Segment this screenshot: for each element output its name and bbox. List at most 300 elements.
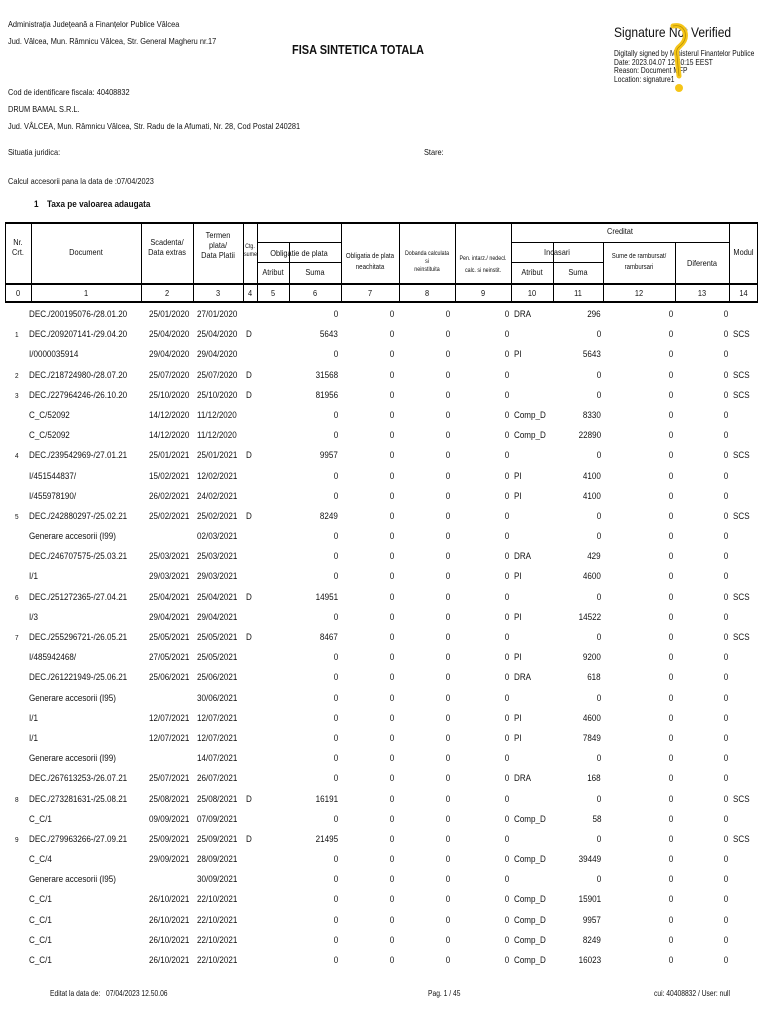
row-due-date: 29/04/2020 [149,348,190,360]
row-unpaid: 0 [389,731,394,743]
row-unpaid: 0 [389,772,394,784]
row-refund: 0 [668,711,673,723]
row-collected-amount: 39449 [578,853,601,865]
row-obligation-amount: 0 [333,348,338,360]
row-obligation-amount: 0 [333,893,338,905]
table-row [5,912,758,932]
row-collected-amount: 4100 [583,489,601,501]
row-credit-attribute: PI [514,651,522,663]
row-obligation-amount: 21495 [315,832,338,844]
row-collected-amount: 9957 [583,913,601,925]
row-penalties: 0 [504,853,509,865]
row-due-date: 29/09/2021 [149,853,190,865]
signature-seal-icon [668,22,690,98]
row-payment-date: 30/09/2021 [197,873,238,885]
row-payment-date: 29/04/2021 [197,610,238,622]
row-document: C_C/1 [29,933,52,945]
row-collected-amount: 0 [596,792,601,804]
institution-address: Jud. Vâlcea, Mun. Râmnicu Vâlcea, Str. General Magheru nr.17 [8,36,217,46]
row-unpaid: 0 [389,489,394,501]
row-interest: 0 [445,933,450,945]
col-incasari-header: Incasari [544,247,570,257]
row-penalties: 0 [504,388,509,400]
row-unpaid: 0 [389,893,394,905]
row-unpaid: 0 [389,429,394,441]
row-number: 7 [15,633,19,642]
row-unpaid: 0 [389,348,394,360]
state-label: Stare: [424,147,444,157]
col-obligatie-header: Obligatie de plata [270,248,328,258]
row-payment-date: 22/10/2021 [197,893,238,905]
row-unpaid: 0 [389,408,394,420]
row-collected-amount: 4600 [583,711,601,723]
row-due-date: 26/10/2021 [149,954,190,965]
taxpayer-address: Jud. VÂLCEA, Mun. Râmnicu Vâlcea, Str. Radu de la Afumati, Nr. 28, Cod Postal 240281 [8,121,301,131]
table-row [5,871,758,891]
row-collected-amount: 429 [587,550,601,562]
row-credit-attribute: Comp_D [514,954,546,965]
row-document: DEC./227964246-/26.10.20 [29,388,128,400]
row-difference: 0 [723,348,728,360]
row-difference: 0 [723,469,728,481]
row-module: SCS [733,832,750,844]
legal-situation-label: Situatia juridica: [8,147,61,157]
row-interest: 0 [445,388,450,400]
row-obligation-amount: 14951 [315,590,338,602]
row-refund: 0 [668,792,673,804]
row-obligation-amount: 0 [333,671,338,683]
row-collected-amount: 296 [587,308,601,319]
row-unpaid: 0 [389,530,394,542]
table-row [5,811,758,831]
row-collected-amount: 8330 [583,408,601,420]
row-obligation-amount: 0 [333,954,338,965]
row-collected-amount: 4600 [583,570,601,582]
table-row [5,770,758,790]
row-difference: 0 [723,610,728,622]
row-payment-date: 14/07/2021 [197,752,238,764]
row-obligation-amount: 0 [333,691,338,703]
row-unpaid: 0 [389,933,394,945]
row-document: I/455978190/ [29,489,77,501]
row-module: SCS [733,368,750,380]
row-collected-amount: 8249 [583,933,601,945]
table-body [5,306,758,972]
table-row [5,690,758,710]
row-obligation-amount: 0 [333,853,338,865]
row-collected-amount: 0 [596,449,601,461]
row-due-date: 26/02/2021 [149,489,190,501]
row-difference: 0 [723,731,728,743]
table-row [5,488,758,508]
row-obligation-amount: 0 [333,469,338,481]
row-collected-amount: 15901 [578,893,601,905]
row-unpaid: 0 [389,590,394,602]
col-termen-header: Termen plata/ Data Platii [201,230,235,260]
row-refund: 0 [668,812,673,824]
row-due-date: 25/04/2021 [149,590,190,602]
row-penalties: 0 [504,308,509,319]
row-interest: 0 [445,711,450,723]
row-interest: 0 [445,631,450,642]
row-due-date: 29/03/2021 [149,570,190,582]
row-refund: 0 [668,631,673,642]
table-row [5,750,758,770]
row-module: SCS [733,388,750,400]
col-number: 0 [15,288,21,298]
row-payment-date: 25/04/2021 [197,590,238,602]
row-number: 5 [15,511,19,521]
row-payment-date: 22/10/2021 [197,954,238,965]
row-number: 1 [15,330,19,340]
row-penalties: 0 [504,631,509,642]
col-number: 6 [312,288,318,298]
row-penalties: 0 [504,772,509,784]
col-number: 14 [739,288,748,298]
row-penalties: 0 [504,812,509,824]
row-due-date: 25/02/2021 [149,509,190,521]
row-obligation-amount: 0 [333,933,338,945]
row-refund: 0 [668,772,673,784]
row-due-date: 27/05/2021 [149,651,190,663]
row-number: 2 [15,370,19,380]
row-document: I/485942468/ [29,651,77,663]
row-credit-attribute: DRA [514,772,532,784]
row-unpaid: 0 [389,368,394,380]
row-collected-amount: 0 [596,368,601,380]
row-document: C_C/52092 [29,408,70,420]
row-payment-date: 28/09/2021 [197,853,238,865]
row-interest: 0 [445,752,450,764]
row-document: I/451544837/ [29,469,77,481]
row-interest: 0 [445,590,450,602]
row-payment-date: 25/02/2021 [197,509,238,521]
row-unpaid: 0 [389,610,394,622]
row-category: D [246,509,252,521]
row-unpaid: 0 [389,308,394,319]
row-number: 9 [15,834,19,844]
row-unpaid: 0 [389,388,394,400]
row-unpaid: 0 [389,631,394,642]
row-category: D [246,631,252,642]
row-credit-attribute: PI [514,731,522,743]
row-unpaid: 0 [389,832,394,844]
row-refund: 0 [668,308,673,319]
col-number: 5 [270,288,276,298]
row-credit-attribute: Comp_D [514,893,546,905]
table-row [5,468,758,488]
row-document: I/1 [29,731,38,743]
row-penalties: 0 [504,873,509,885]
table-row [5,508,758,528]
row-module: SCS [733,509,750,521]
row-difference: 0 [723,691,728,703]
row-difference: 0 [723,913,728,925]
row-unpaid: 0 [389,752,394,764]
col-number: 8 [424,288,430,298]
row-credit-attribute: PI [514,610,522,622]
row-interest: 0 [445,449,450,461]
row-collected-amount: 0 [596,388,601,400]
row-category: D [246,388,252,400]
row-unpaid: 0 [389,913,394,925]
accessories-date: Calcul accesorii pana la data de :07/04/2023 [8,176,154,186]
row-obligation-amount: 0 [333,711,338,723]
col-number: 1 [83,288,89,298]
table-row [5,710,758,730]
row-due-date: 26/10/2021 [149,913,190,925]
row-penalties: 0 [504,671,509,683]
row-unpaid: 0 [389,812,394,824]
col-atribut2-header: Atribut [521,267,543,277]
row-interest: 0 [445,328,450,340]
row-refund: 0 [668,691,673,703]
row-difference: 0 [723,631,728,642]
row-obligation-amount: 0 [333,651,338,663]
col-number: 7 [367,288,373,298]
row-document: I/3 [29,610,38,622]
table-row [5,609,758,629]
row-refund: 0 [668,408,673,420]
row-penalties: 0 [504,832,509,844]
row-difference: 0 [723,873,728,885]
row-due-date: 25/09/2021 [149,832,190,844]
row-document: C_C/1 [29,913,52,925]
table-row [5,326,758,346]
row-credit-attribute: DRA [514,671,532,683]
row-collected-amount: 0 [596,328,601,340]
row-obligation-amount: 8467 [320,631,338,642]
table-row [5,730,758,750]
row-refund: 0 [668,449,673,461]
row-category: D [246,792,252,804]
row-unpaid: 0 [389,691,394,703]
row-penalties: 0 [504,348,509,360]
row-obligation-amount: 0 [333,489,338,501]
row-refund: 0 [668,348,673,360]
footer-edited-value: 07/04/2023 12.50.06 [106,989,168,998]
row-category: D [246,449,252,461]
row-due-date: 25/07/2020 [149,368,190,380]
row-module: SCS [733,449,750,461]
row-document: C_C/1 [29,893,52,905]
row-obligation-amount: 8249 [320,509,338,521]
table-row [5,447,758,467]
section-number: 1 [34,199,39,210]
row-collected-amount: 0 [596,631,601,642]
row-document: DEC./273281631-/25.08.21 [29,792,128,804]
row-document: DEC./246707575-/25.03.21 [29,550,128,562]
row-interest: 0 [445,368,450,380]
row-document: DEC./261221949-/25.06.21 [29,671,128,683]
row-obligation-amount: 0 [333,570,338,582]
row-difference: 0 [723,893,728,905]
row-document: Generare accesorii (I99) [29,530,116,542]
row-penalties: 0 [504,489,509,501]
row-document: DEC./209207141-/29.04.20 [29,328,128,340]
row-penalties: 0 [504,590,509,602]
row-payment-date: 29/03/2021 [197,570,238,582]
col-number: 11 [574,288,582,298]
row-credit-attribute: PI [514,711,522,723]
row-category: D [246,368,252,380]
page-title: FISA SINTETICA TOTALA [292,43,424,57]
col-modul-header: Modul [733,247,754,257]
signature-status: Signature Not Verified [614,24,732,40]
row-interest: 0 [445,469,450,481]
row-collected-amount: 58 [592,812,601,824]
row-document: Generare accesorii (I95) [29,691,116,703]
table-row [5,851,758,871]
row-unpaid: 0 [389,449,394,461]
row-interest: 0 [445,489,450,501]
row-payment-date: 25/06/2021 [197,671,238,683]
col-suma2-header: Suma [568,267,588,277]
row-penalties: 0 [504,328,509,340]
row-interest: 0 [445,873,450,885]
row-number: 8 [15,794,19,804]
row-penalties: 0 [504,913,509,925]
row-difference: 0 [723,671,728,683]
table-row [5,367,758,387]
row-document: I/1 [29,570,38,582]
col-number: 13 [697,288,707,298]
row-unpaid: 0 [389,550,394,562]
table-row [5,669,758,689]
row-credit-attribute: PI [514,469,522,481]
row-payment-date: 25/10/2020 [197,388,238,400]
row-interest: 0 [445,610,450,622]
row-collected-amount: 0 [596,752,601,764]
table-header [5,222,758,302]
row-obligation-amount: 0 [333,772,338,784]
row-refund: 0 [668,429,673,441]
row-collected-amount: 9200 [583,651,601,663]
col-neachitata-header: Obligatia de plata neachitata [345,251,395,271]
row-obligation-amount: 0 [333,752,338,764]
row-difference: 0 [723,772,728,784]
col-scadenta-header: Scadenta/ Data extras [148,237,186,257]
row-module: SCS [733,792,750,804]
table-row [5,629,758,649]
row-difference: 0 [723,388,728,400]
row-difference: 0 [723,812,728,824]
row-due-date: 25/03/2021 [149,550,190,562]
row-document: DEC./251272365-/27.04.21 [29,590,128,602]
row-payment-date: 12/07/2021 [197,711,238,723]
signature-line: Digitally signed by Ministerul Finantelor Publice [614,49,755,58]
row-payment-date: 12/02/2021 [197,469,238,481]
signature-line: Reason: Document MFP [614,66,688,76]
col-suma-header: Suma [305,267,325,277]
row-interest: 0 [445,913,450,925]
row-obligation-amount: 0 [333,550,338,562]
row-refund: 0 [668,368,673,380]
row-penalties: 0 [504,449,509,461]
row-credit-attribute: Comp_D [514,812,546,824]
table-row [5,548,758,568]
row-module: SCS [733,328,750,340]
row-collected-amount: 4100 [583,469,601,481]
row-penalties: 0 [504,509,509,521]
row-refund: 0 [668,530,673,542]
col-number: 10 [527,288,537,298]
row-difference: 0 [723,792,728,804]
row-document: DEC./200195076-/28.01.20 [29,308,128,319]
row-refund: 0 [668,671,673,683]
row-obligation-amount: 0 [333,812,338,824]
row-document: DEC./239542969-/27.01.21 [29,449,128,461]
row-penalties: 0 [504,530,509,542]
row-category: D [246,328,252,340]
row-payment-date: 25/07/2020 [197,368,238,380]
row-payment-date: 22/10/2021 [197,913,238,925]
row-document: C_C/1 [29,812,52,824]
fiscal-code: Cod de identificare fiscala: 40408832 [8,87,130,97]
col-number: 2 [164,288,170,298]
row-refund: 0 [668,873,673,885]
row-payment-date: 02/03/2021 [197,530,238,542]
row-due-date: 25/08/2021 [149,792,190,804]
table-row [5,528,758,548]
row-interest: 0 [445,832,450,844]
row-unpaid: 0 [389,570,394,582]
row-credit-attribute: DRA [514,308,532,319]
row-collected-amount: 0 [596,873,601,885]
row-payment-date: 25/05/2021 [197,631,238,642]
row-difference: 0 [723,530,728,542]
row-refund: 0 [668,752,673,764]
row-document: I/0000035914 [29,348,79,360]
row-document: I/1 [29,711,38,723]
row-payment-date: 07/09/2021 [197,812,238,824]
row-unpaid: 0 [389,792,394,804]
row-obligation-amount: 0 [333,913,338,925]
row-refund: 0 [668,509,673,521]
row-unpaid: 0 [389,711,394,723]
row-due-date: 15/02/2021 [149,469,190,481]
row-obligation-amount: 9957 [320,449,338,461]
row-due-date: 25/04/2020 [149,328,190,340]
row-due-date: 12/07/2021 [149,731,190,743]
row-payment-date: 12/07/2021 [197,731,238,743]
row-module: SCS [733,631,750,642]
row-category: D [246,590,252,602]
row-difference: 0 [723,651,728,663]
row-interest: 0 [445,651,450,663]
table-row [5,387,758,407]
row-obligation-amount: 0 [333,731,338,743]
row-interest: 0 [445,570,450,582]
row-interest: 0 [445,812,450,824]
table-row [5,791,758,811]
row-difference: 0 [723,853,728,865]
col-nr-header: Nr. Crt. [12,237,24,257]
row-credit-attribute: Comp_D [514,853,546,865]
row-credit-attribute: Comp_D [514,933,546,945]
row-credit-attribute: Comp_D [514,913,546,925]
row-obligation-amount: 16191 [315,792,338,804]
row-penalties: 0 [504,954,509,965]
row-difference: 0 [723,429,728,441]
row-collected-amount: 16023 [578,954,601,965]
row-collected-amount: 5643 [583,348,601,360]
row-due-date: 14/12/2020 [149,429,190,441]
row-refund: 0 [668,328,673,340]
footer-edited-label: Editat la data de: [50,989,101,998]
col-number: 4 [247,288,253,298]
row-obligation-amount: 0 [333,408,338,420]
